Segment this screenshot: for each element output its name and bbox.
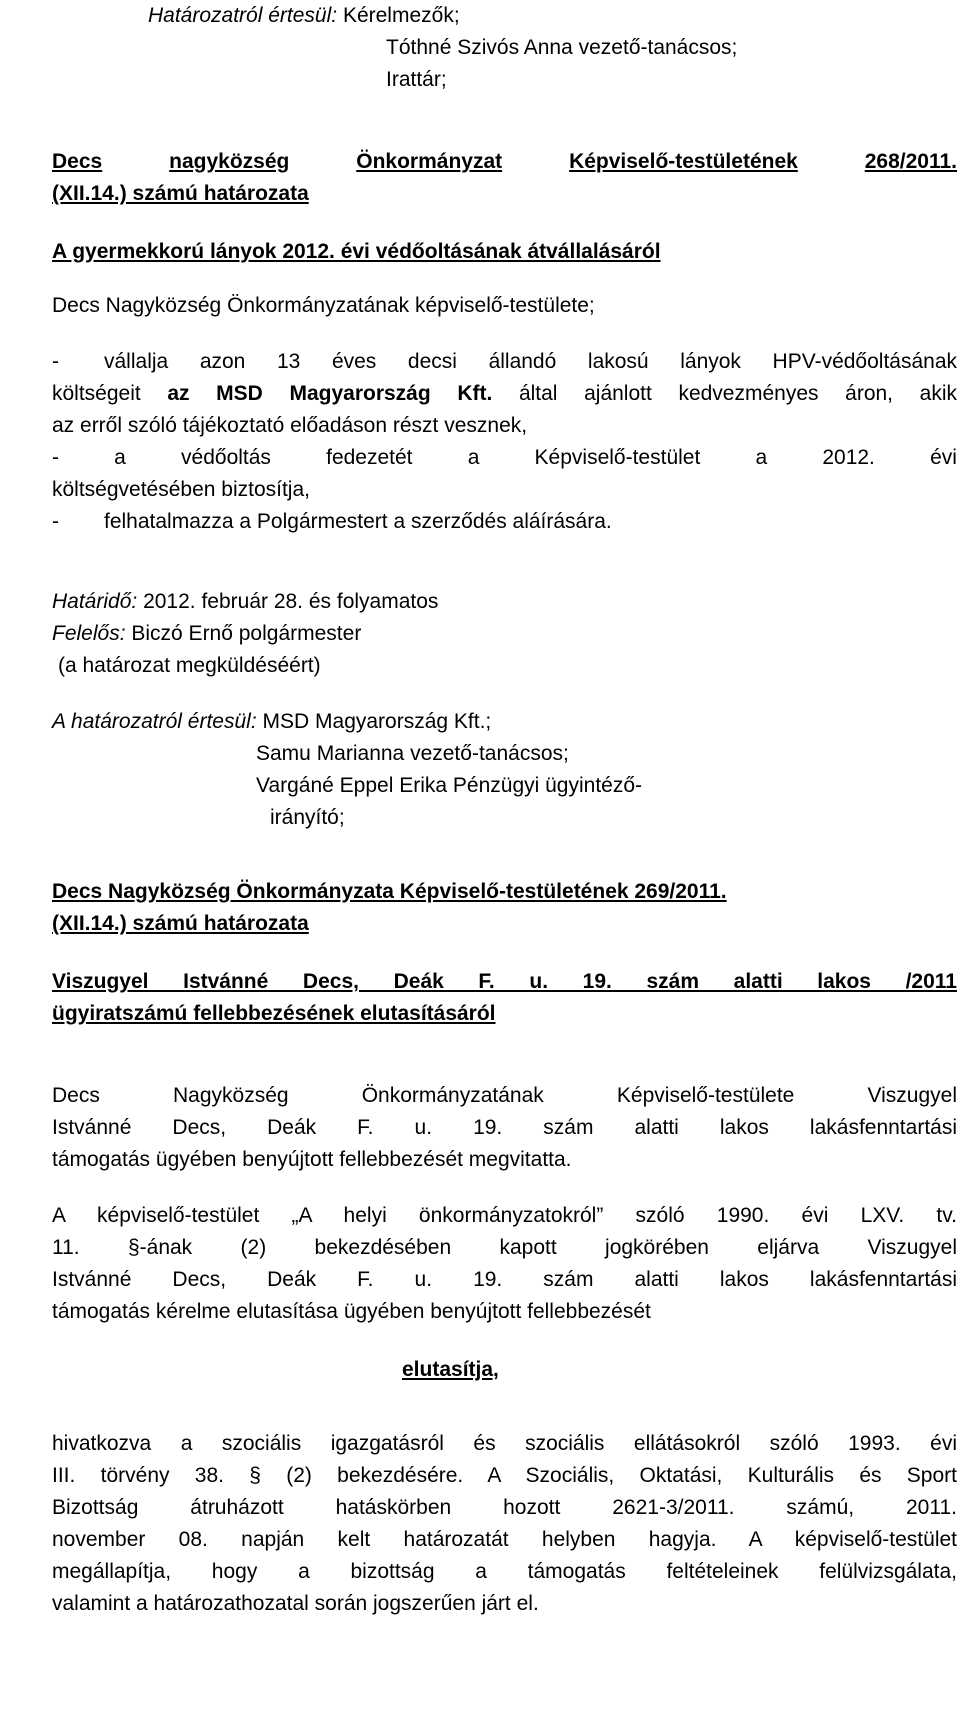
resolution-title [52,146,957,178]
notify-recipient: Irattár; [386,68,447,91]
deadline-value: 2012. február 28. és folyamatos [143,590,439,613]
decision-word: elutasítja, [402,1358,499,1381]
paragraph-line: Istvánné Decs, Deák F. u. 19. szám alatti lakos lakásfenntartási [52,1268,957,1291]
item-word: fedezetét [326,446,413,469]
resolution-subject-line-2: ügyiratszámú fellebbezésének elutasításáról [52,1002,496,1025]
deadline-label: Határidő: [52,590,138,613]
item-word: a [755,446,768,469]
item-text: által ajánlott kedvezményes áron, akik [492,382,957,405]
notify-recipient: Samu Marianna vezető-tanácsos; [256,742,569,765]
responsible-value: Biczó Ernő polgármester [131,622,362,645]
deadline-line [52,586,957,618]
resolution-title-word: Decs [52,150,103,173]
resolution-title: Decs Nagyközség Önkormányzata Képviselő-testületének 269/2011. [52,880,727,903]
item-word: a [114,446,126,469]
resolution-subject: A gyermekkorú lányok 2012. évi védőoltásának átvállalásáról [52,240,661,263]
paragraph-line: Istvánné Decs, Deák F. u. 19. szám alatti lakos lakásfenntartási [52,1116,957,1139]
resolution-item-1 [52,346,957,378]
list-dash: - [52,350,59,373]
notify-recipient: Vargáné Eppel Erika Pénzügyi ügyintéző- [256,774,643,797]
notify-line-1 [148,0,848,32]
paragraph-line: A képviselő-testület „A helyi önkormányzatokról” szóló 1990. évi LXV. tv. [52,1204,957,1227]
paragraph-line: Bizottság átruházott hatáskörben hozott 2621-3/2011. számú, 2011. [52,1496,957,1519]
responsible-note: (a határozat megküldéséért) [58,654,321,677]
item-word: 2012. [822,446,875,469]
company-name: az MSD Magyarország Kft. [167,382,493,405]
resolution-item-2-line-2: költségvetésében biztosítja, [52,478,310,501]
item-text: felhatalmazza a Polgármestert a szerződés aláírására. [104,510,612,533]
responsible-label: Felelős: [52,622,126,645]
paragraph-line: november 08. napján kelt határozatát helyben hagyja. A képviselő-testület [52,1528,957,1551]
paragraph-line: 11. §-ának (2) bekezdésében kapott jogkörében eljárva Viszugyel [52,1236,957,1259]
paragraph-line: valamint a határozathozatal során jogszerűen járt el. [52,1592,539,1615]
item-text: költségeit [52,382,168,405]
paragraph-line: támogatás ügyében benyújtott fellebbezését megvitatta. [52,1148,572,1171]
resolution-item-1-line-3: az erről szóló tájékoztató előadáson részt vesznek, [52,414,528,437]
list-dash: - [52,510,59,533]
item-word: védőoltás [181,446,271,469]
notify-line [52,706,957,738]
item-word: a [467,446,480,469]
notify-recipient: MSD Magyarország Kft.; [262,710,492,733]
resolution-item-2 [52,442,957,474]
responsible-line [52,618,957,650]
resolution-item-1-line-2 [52,378,957,410]
notify-recipient: irányító; [270,806,345,829]
paragraph-line: Decs Nagyközség Önkormányzatának Képviselő-testülete Viszugyel [52,1084,957,1107]
resolution-subject: Viszugyel Istvánné Decs, Deák F. u. 19. szám alatti lakos /2011 [52,970,957,993]
notify-recipient: Tóthné Szivós Anna vezető-tanácsos; [386,36,738,59]
notify-label: A határozatról értesül: [52,710,257,733]
item-word: évi [930,446,957,469]
resolution-title-word: 268/2011. [864,150,957,173]
notify-label: Határozatról értesül: [148,4,338,27]
paragraph-line: hivatkozva a szociális igazgatásról és szociális ellátásokról szóló 1993. évi [52,1432,957,1455]
resolution-title-line-2: (XII.14.) számú határozata [52,912,309,935]
resolution-title-line-2: (XII.14.) számú határozata [52,182,309,205]
resolution-title-word: Képviselő-testületének [569,150,798,173]
resolution-item-3 [52,506,957,538]
item-text: vállalja azon 13 éves decsi állandó lakosú lányok HPV-védőoltásának [104,350,957,373]
paragraph-line: III. törvény 38. § (2) bekezdésére. A Szociális, Oktatási, Kulturális és Sport [52,1464,957,1487]
resolution-intro: Decs Nagyközség Önkormányzatának képviselő-testülete; [52,294,595,317]
resolution-title-word: Önkormányzat [356,150,503,173]
paragraph-line: megállapítja, hogy a bizottság a támogatás feltételeinek felülvizsgálata, [52,1560,957,1583]
list-dash: - [52,446,59,469]
paragraph-line: támogatás kérelme elutasítása ügyében benyújtott fellebbezését [52,1300,651,1323]
resolution-title-word: nagyközség [169,150,290,173]
notify-recipient: Kérelmezők; [342,4,460,27]
item-word: Képviselő-testület [534,446,701,469]
